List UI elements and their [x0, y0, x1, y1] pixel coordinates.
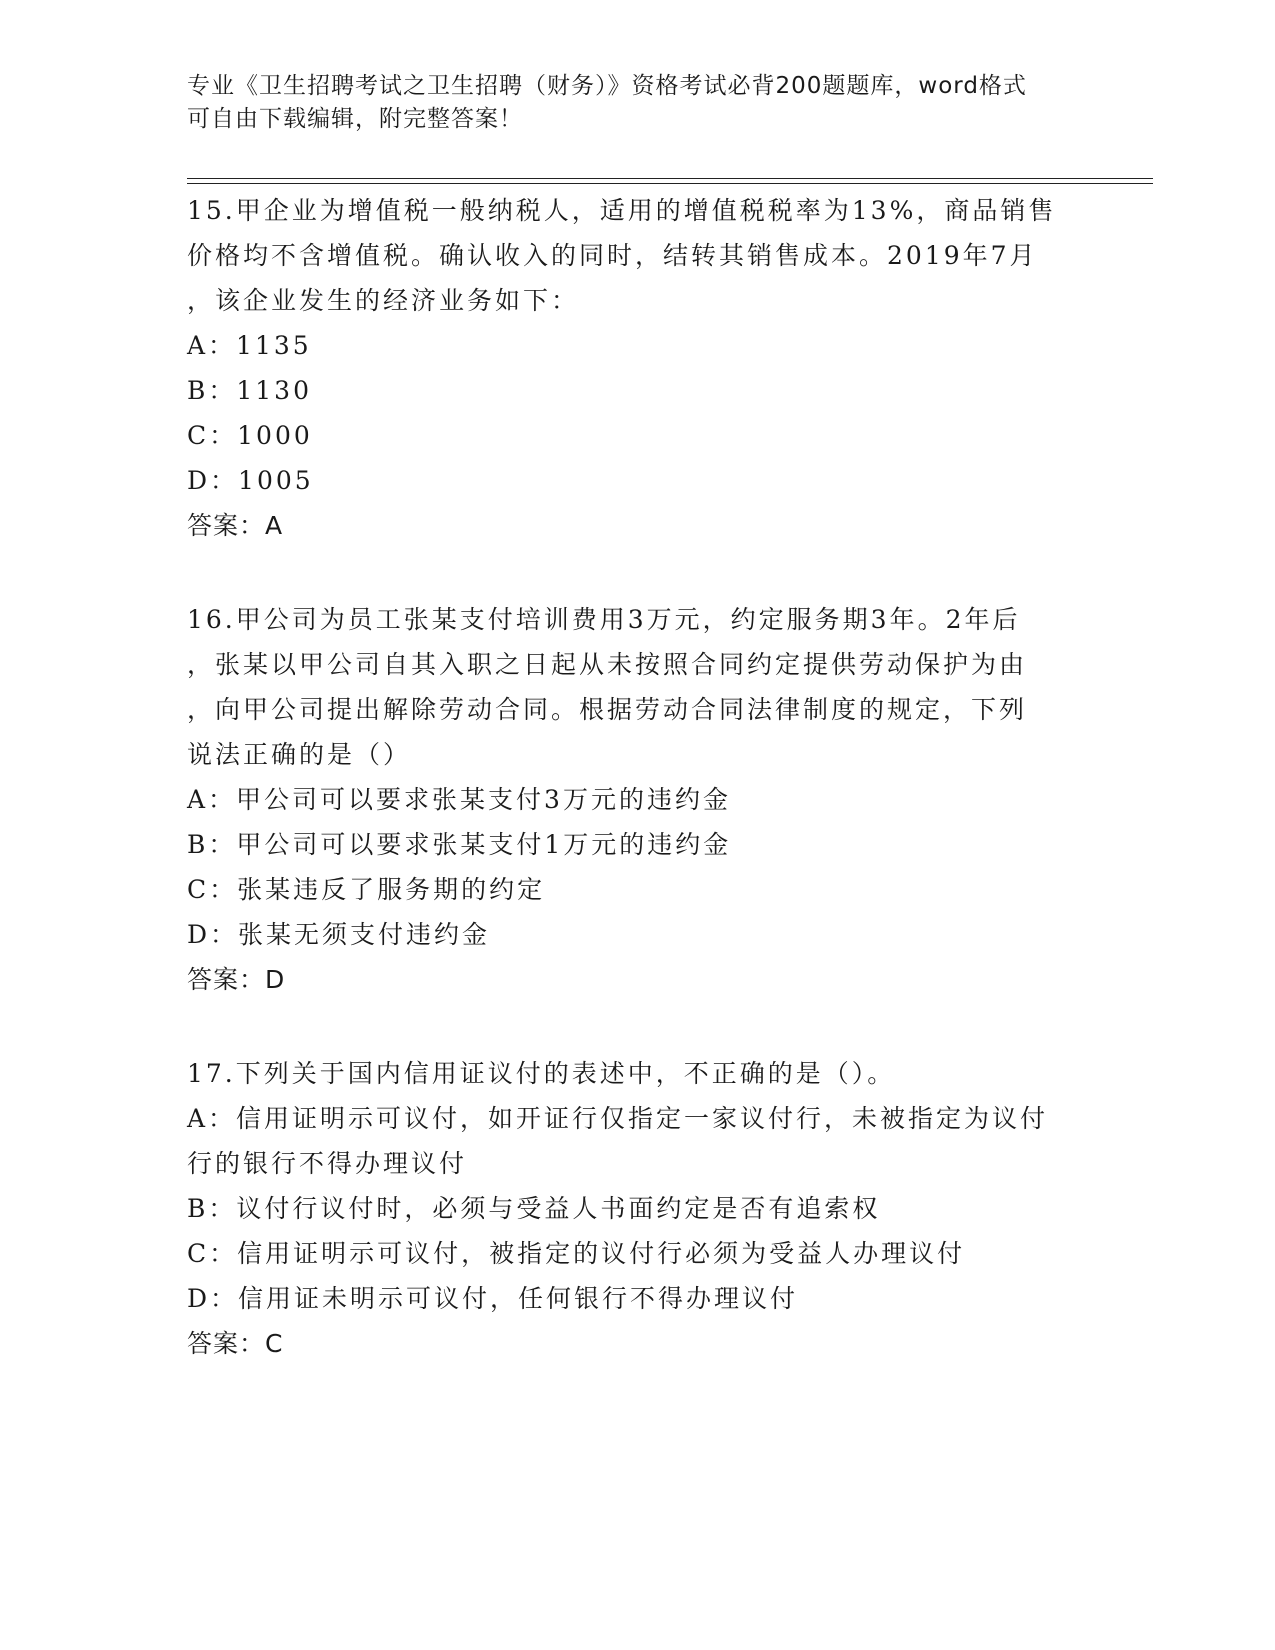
question-stem-line: ，张某以甲公司自其入职之日起从未按照合同约定提供劳动保护为由 [187, 650, 1028, 679]
header-divider-bottom [187, 183, 1153, 184]
option-c: C：信用证明示可议付，被指定的议付行必须为受益人办理议付 [187, 1239, 966, 1268]
answer-line: 答案：A [187, 511, 284, 540]
option-a: A：甲公司可以要求张某支付3万元的违约金 [187, 785, 731, 814]
question-stem-line: 16.甲公司为员工张某支付培训费用3万元，约定服务期3年。2年后 [187, 605, 1021, 634]
option-b: B：甲公司可以要求张某支付1万元的违约金 [187, 830, 732, 859]
option-c: C：1000 [187, 421, 313, 450]
question-stem-line: 价格均不含增值税。确认收入的同时，结转其销售成本。2019年7月 [187, 241, 1038, 270]
option-a: A：1135 [187, 331, 312, 360]
option-a-continued: 行的银行不得办理议付 [187, 1149, 468, 1178]
answer-line: 答案：D [187, 965, 286, 994]
option-b: B：1130 [187, 376, 312, 405]
question-stem-line: ，该企业发生的经济业务如下： [187, 286, 580, 315]
question-17 [187, 1051, 1087, 1366]
header-line-1: 专业《卫生招聘考试之卫生招聘（财务）》资格考试必背200题题库，word格式 [187, 73, 1027, 99]
document-header [187, 70, 1067, 136]
question-stem-line: ，向甲公司提出解除劳动合同。根据劳动合同法律制度的规定，下列 [187, 695, 1028, 724]
option-d: D：1005 [187, 466, 314, 495]
option-a: A：信用证明示可议付，如开证行仅指定一家议付行，未被指定为议付 [187, 1104, 1049, 1133]
option-d: D：信用证未明示可议付，任何银行不得办理议付 [187, 1284, 799, 1313]
question-stem-line: 15.甲企业为增值税一般纳税人，适用的增值税税率为13%，商品销售 [187, 196, 1057, 225]
option-b: B：议付行议付时，必须与受益人书面约定是否有追索权 [187, 1194, 881, 1223]
question-16 [187, 597, 1087, 1002]
answer-line: 答案：C [187, 1329, 284, 1358]
question-stem-line: 17.下列关于国内信用证议付的表述中，不正确的是（）。 [187, 1059, 896, 1088]
question-stem-line: 说法正确的是（） [187, 740, 412, 769]
question-15 [187, 188, 1087, 548]
header-divider-top [187, 178, 1153, 179]
header-line-2: 可自由下载编辑，附完整答案！ [187, 106, 523, 132]
option-c: C：张某违反了服务期的约定 [187, 875, 546, 904]
option-d: D：张某无须支付违约金 [187, 920, 491, 949]
